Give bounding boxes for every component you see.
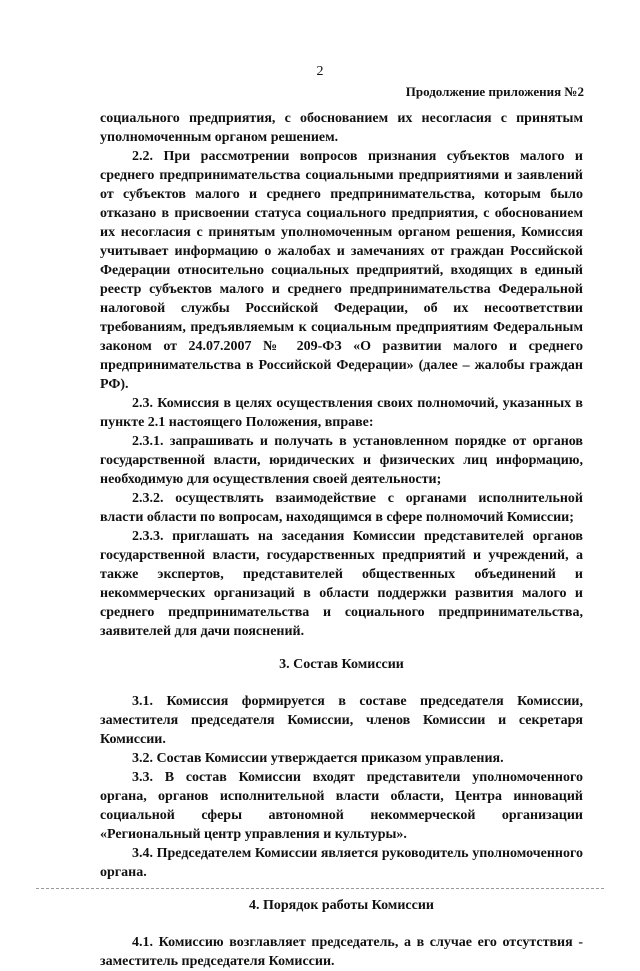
spacer [100,641,583,655]
paragraph-4-1: 4.1. Комиссию возглавляет председатель, а в случае его отсутствия - заместитель председателя Комиссии. [100,935,583,969]
spacer [100,915,583,933]
spacer [100,882,583,896]
document-body [100,109,583,971]
continuation-label: Продолжение приложения №2 [405,84,584,99]
page-number: 2 [316,64,324,79]
section-3-heading: 3. Состав Комиссии [279,657,404,672]
paragraph-3-4: 3.4. Председателем Комиссии является руководитель уполномоченного органа. [100,846,583,880]
scan-artifact-line [36,888,604,889]
paragraph-3-2: 3.2. Состав Комиссии утверждается приказом управления. [132,751,504,766]
paragraph-2-3: 2.3. Комиссия в целях осуществления своих полномочий, указанных в пункте 2.1 настоящего Положения, вправе: [100,396,583,430]
paragraph-intro: социального предприятия, с обоснованием их несогласия с принятым уполномоченным органом решением. [100,111,583,145]
section-4-heading: 4. Порядок работы Комиссии [249,898,434,913]
paragraph-3-3: 3.3. В состав Комиссии входят представители уполномоченного органа, органов исполнительной власти области, Центра инноваций социальной сферы автономной некоммерческой организации «Региональный центр управления и культуры». [100,770,583,842]
spacer [100,674,583,692]
paragraph-2-3-3: 2.3.3. приглашать на заседания Комиссии представителей органов государственной власти, государственных предприятий и учреждений, а также экспертов, представителей общественных объединений и некоммерческих организаций в области поддержки развития малого и среднего предпринимательства и социального предпринимательства, заявителей для дачи пояснений. [100,529,583,639]
paragraph-2-3-1: 2.3.1. запрашивать и получать в установленном порядке от органов государственной власти, юридических и физических лиц информацию, необходимую для осуществления своей деятельности; [100,434,583,487]
paragraph-3-1: 3.1. Комиссия формируется в составе председателя Комиссии, заместителя председателя Комиссии, членов Комиссии и секретаря Комиссии. [100,694,583,747]
paragraph-2-2: 2.2. При рассмотрении вопросов признания субъектов малого и среднего предпринимательства социальными предприятиями и заявлений от субъектов малого и среднего предпринимательства, которым было отказано в присвоении статуса социального предприятия, с обоснованием их несогласия с принятым уполномоченным органом решения, Комиссия учитывает информацию о жалобах и замечаниях от граждан Российской Федерации относительно социальных предприятий, входящих в единый реестр субъектов малого и среднего предпринимательства Федеральной налоговой службы Российской Федерации, об их несоответствии требованиям, предъявляемым к социальным предприятиям Федеральным законом от 24.07.2007 № 209-ФЗ «О развитии малого и среднего предпринимательства в Российской Федерации» (далее – жалобы граждан РФ). [100,149,583,392]
paragraph-2-3-2: 2.3.2. осуществлять взаимодействие с органами исполнительной власти области по вопросам, находящимся в сфере полномочий Комиссии; [100,491,583,525]
